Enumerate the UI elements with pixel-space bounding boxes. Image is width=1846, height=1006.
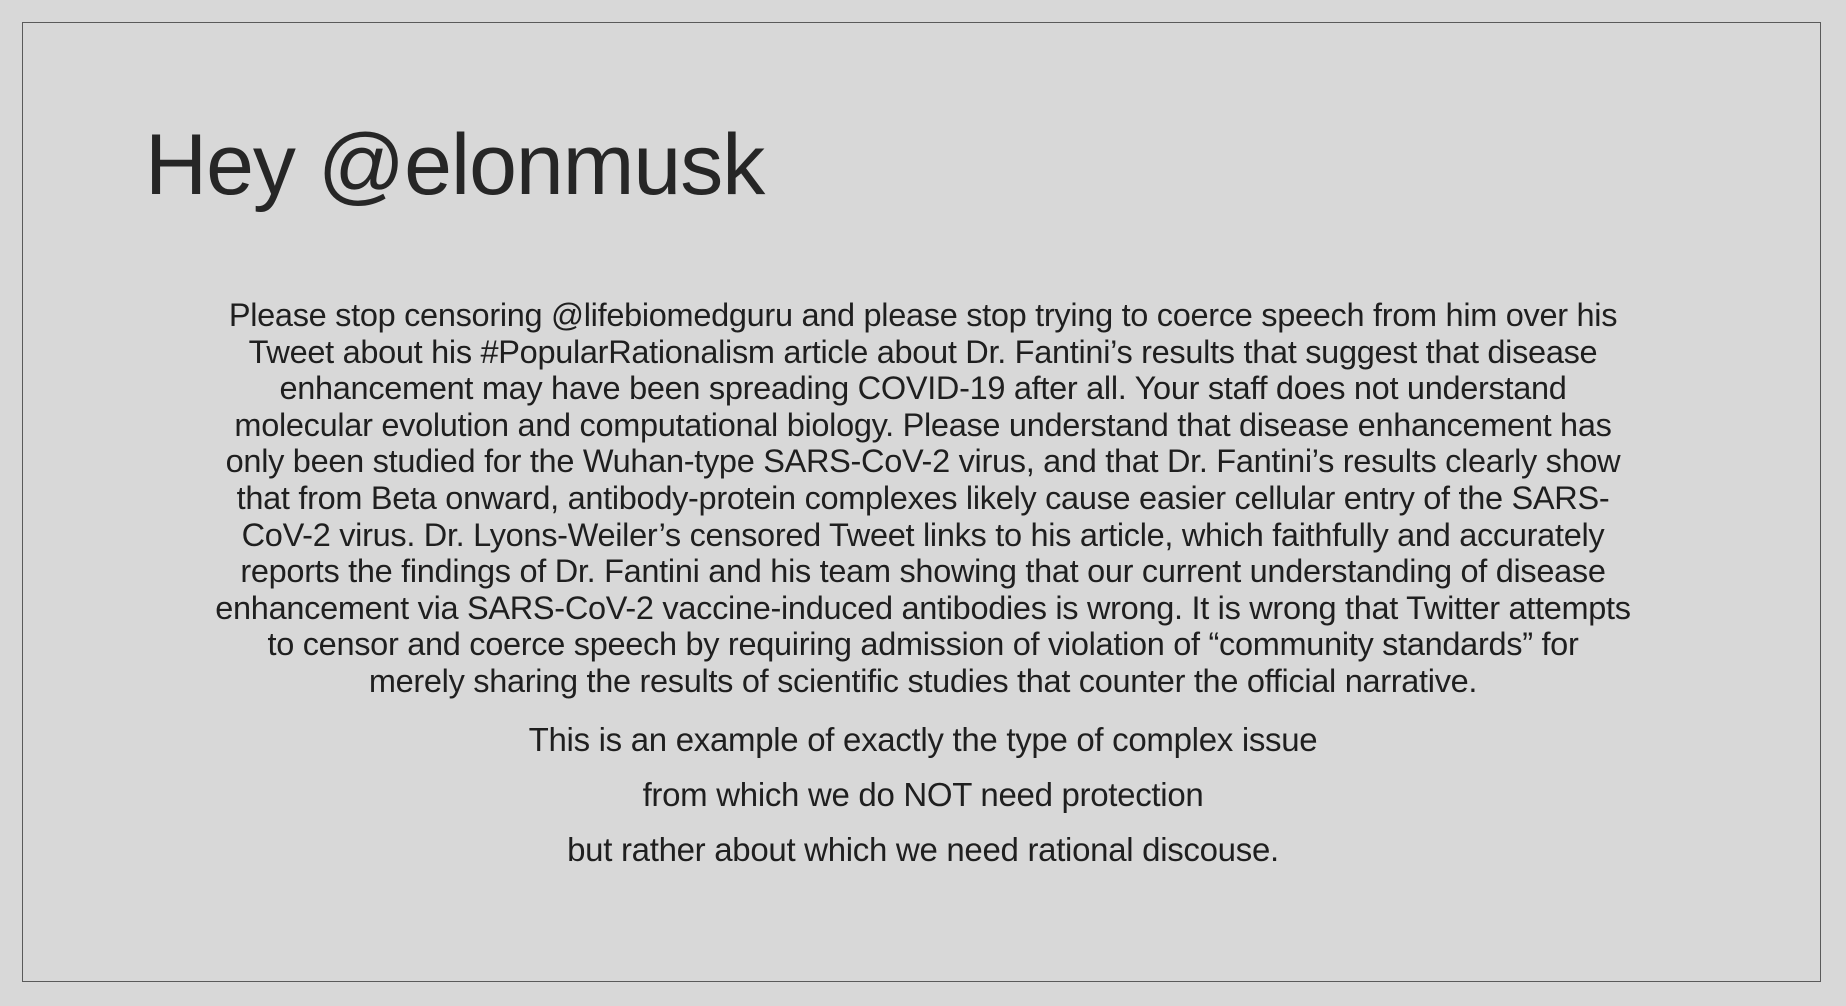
body-line: CoV-2 virus. Dr. Lyons-Weiler’s censored Tweet links to his article, which faithfully and accurately (241, 516, 1605, 553)
closing-line: but rather about which we need rational discouse. (567, 831, 1279, 868)
body-line: reports the findings of Dr. Fantini and his team showing that our current understanding of disease (240, 553, 1606, 590)
slide-body (140, 297, 1706, 700)
body-line: enhancement via SARS-CoV-2 vaccine-induced antibodies is wrong. It is wrong that Twitter attempts (215, 589, 1631, 626)
body-line: Please stop censoring @lifebiomedguru and please stop trying to coerce speech from him over his (228, 297, 1618, 333)
body-line: Tweet about his #PopularRationalism article about Dr. Fantini’s results that suggest that disease (248, 333, 1598, 370)
body-line: only been studied for the Wuhan-type SARS-CoV-2 virus, and that Dr. Fantini’s results clearly show (225, 443, 1621, 480)
slide-title: Hey @elonmusk (145, 117, 765, 213)
closing-line: from which we do NOT need protection (642, 776, 1204, 813)
body-line: that from Beta onward, antibody-protein complexes likely cause easier cellular entry of the SARS- (236, 479, 1610, 516)
closing-line: This is an example of exactly the type of complex issue (528, 721, 1318, 758)
body-line: molecular evolution and computational biology. Please understand that disease enhancement has (234, 406, 1612, 443)
body-line: merely sharing the results of scientific studies that counter the official narrative. (368, 662, 1478, 699)
body-line: enhancement may have been spreading COVID-19 after all. Your staff does not understand (279, 370, 1567, 407)
body-line: to censor and coerce speech by requiring admission of violation of “community standards” for (267, 626, 1579, 663)
closing-statement (140, 712, 1706, 877)
